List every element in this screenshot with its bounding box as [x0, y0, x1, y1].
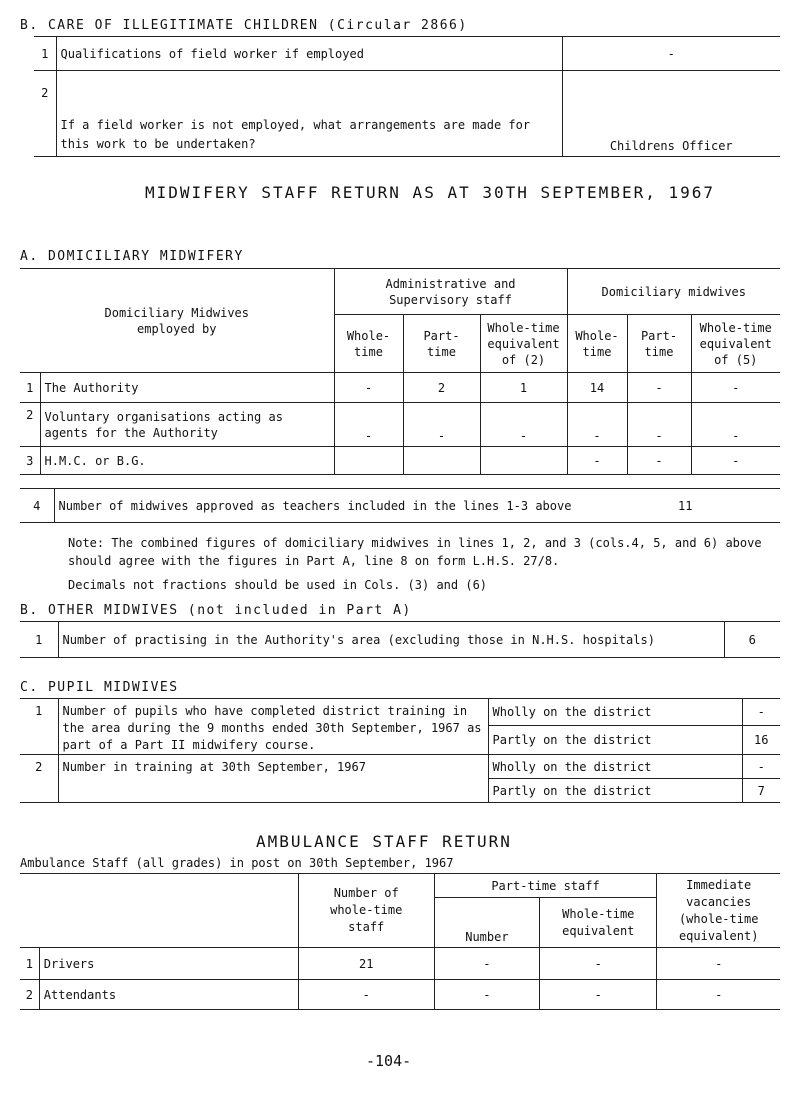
midwifery-title: MIDWIFERY STAFF RETURN AS AT 30TH SEPTEMBER, 1967 — [145, 183, 716, 202]
vacancies-cell: - — [657, 948, 780, 980]
dom-whole-cell: 14 — [567, 373, 627, 403]
other-midwives-title: B. OTHER MIDWIVES (not included in Part A) — [20, 603, 412, 618]
whole-time-cell: - — [298, 980, 434, 1010]
row-label: H.M.C. or B.G. — [40, 447, 334, 475]
table-row — [20, 373, 780, 403]
ambulance-subtitle: Ambulance Staff (all grades) in post on 30th September, 1967 — [20, 856, 454, 870]
care-illegitimate-table — [34, 36, 780, 157]
row-number: 3 — [20, 447, 40, 475]
vacancies-cell: - — [657, 980, 780, 1010]
row-number: 1 — [20, 699, 58, 755]
ambulance-title: AMBULANCE STAFF RETURN — [256, 832, 512, 851]
teachers-table — [20, 488, 780, 523]
row-label: Number of pupils who have completed district training in the area during the 9 months ended 30th September, 1967 as part of a Part II midwifery course. — [58, 699, 488, 755]
care-illegitimate-title: B. CARE OF ILLEGITIMATE CHILDREN (Circular 2866) — [20, 18, 468, 33]
part-equiv-header: Whole-time equivalent — [540, 898, 657, 948]
table-row — [20, 403, 780, 447]
row-number: 1 — [34, 37, 56, 71]
wholly-label: Wholly on the district — [488, 755, 742, 779]
pupil-midwives-title: C. PUPIL MIDWIVES — [20, 680, 179, 695]
domiciliary-midwives-header: Domiciliary midwives — [567, 269, 780, 315]
admin-whole-cell: - — [334, 403, 403, 447]
teachers-value: 11 — [674, 489, 780, 523]
row-number: 1 — [20, 622, 58, 658]
dom-part-cell: - — [627, 373, 691, 403]
admin-whole-time-header: Whole-time — [334, 315, 403, 373]
row-number: 4 — [20, 489, 54, 523]
row-number: 2 — [20, 980, 39, 1010]
admin-part-cell: 2 — [403, 373, 480, 403]
row-label: Attendants — [39, 980, 298, 1010]
partly-label: Partly on the district — [488, 725, 742, 754]
table-row — [20, 980, 780, 1010]
other-midwives-table — [20, 621, 780, 658]
wholly-label: Wholly on the district — [488, 699, 742, 726]
dom-equiv-header: Whole-time equivalent of (5) — [691, 315, 780, 373]
table-row — [34, 71, 780, 157]
admin-whole-cell — [334, 447, 403, 475]
row-number: 2 — [34, 71, 56, 157]
partly-label: Partly on the district — [488, 779, 742, 803]
pupil-midwives-table — [20, 698, 780, 803]
admin-part-time-header: Part-time — [403, 315, 480, 373]
admin-equiv-cell: 1 — [480, 373, 567, 403]
wholly-value: - — [742, 755, 780, 779]
part-number-cell: - — [434, 948, 540, 980]
employed-by-header: Domiciliary Midwives employed by — [20, 269, 334, 373]
row-number: 1 — [20, 948, 39, 980]
part-equiv-cell: - — [540, 948, 657, 980]
row-label: Number in training at 30th September, 1967 — [58, 755, 488, 803]
answer-cell: Childrens Officer — [562, 71, 780, 157]
admin-part-cell: - — [403, 403, 480, 447]
dom-part-cell: - — [627, 403, 691, 447]
row-number: 2 — [20, 403, 40, 447]
domiciliary-section-title: A. DOMICILIARY MIDWIFERY — [20, 249, 244, 264]
dom-whole-cell: - — [567, 403, 627, 447]
dom-whole-time-header: Whole-time — [567, 315, 627, 373]
wholly-value: - — [742, 699, 780, 726]
admin-staff-header: Administrative and Supervisory staff — [334, 269, 567, 315]
question-cell: Qualifications of field worker if employed — [56, 37, 562, 71]
dom-equiv-cell: - — [691, 447, 780, 475]
table-row — [20, 699, 780, 726]
row-number: 2 — [20, 755, 58, 803]
admin-equiv-header: Whole-time equivalent of (2) — [480, 315, 567, 373]
row-number: 1 — [20, 373, 40, 403]
table-row — [20, 622, 780, 658]
decimals-note: Decimals not fractions should be used in Cols. (3) and (6) — [68, 578, 488, 592]
answer-cell: - — [562, 37, 780, 71]
page-number: -104- — [366, 1052, 412, 1070]
table-row — [34, 37, 780, 71]
row-label: Number of midwives approved as teachers included in the lines 1-3 above — [54, 489, 674, 523]
row-label: Drivers — [39, 948, 298, 980]
admin-part-cell — [403, 447, 480, 475]
question-cell: If a field worker is not employed, what arrangements are made for this work to be undertaken? — [56, 71, 562, 157]
dom-whole-cell: - — [567, 447, 627, 475]
row-label: The Authority — [40, 373, 334, 403]
row-label: Voluntary organisations acting as agents for the Authority — [40, 403, 334, 447]
admin-equiv-cell — [480, 447, 567, 475]
part-number-header: Number — [434, 898, 540, 948]
part-time-staff-header: Part-time staff — [434, 874, 657, 898]
partly-value: 7 — [742, 779, 780, 803]
practising-value: 6 — [724, 622, 780, 658]
part-equiv-cell: - — [540, 980, 657, 1010]
whole-time-staff-header: Number of whole-time staff — [298, 874, 434, 948]
blank-header — [20, 874, 298, 948]
table-row — [20, 489, 780, 523]
vacancies-header: Immediate vacancies (whole-time equivalent) — [657, 874, 780, 948]
admin-equiv-cell: - — [480, 403, 567, 447]
combined-figures-note: Note: The combined figures of domiciliary midwives in lines 1, 2, and 3 (cols.4, 5, and 6) above should agree with the figures in Part A, line 8 on form L.H.S. 27/8. — [68, 536, 762, 568]
partly-value: 16 — [742, 725, 780, 754]
table-row — [20, 755, 780, 779]
ambulance-table — [20, 873, 780, 1010]
part-number-cell: - — [434, 980, 540, 1010]
whole-time-cell: 21 — [298, 948, 434, 980]
row-label: Number of practising in the Authority's area (excluding those in N.H.S. hospitals) — [58, 622, 724, 658]
dom-equiv-cell: - — [691, 403, 780, 447]
table-row — [20, 948, 780, 980]
dom-part-time-header: Part-time — [627, 315, 691, 373]
admin-whole-cell: - — [334, 373, 403, 403]
domiciliary-table — [20, 268, 780, 475]
dom-part-cell: - — [627, 447, 691, 475]
dom-equiv-cell: - — [691, 373, 780, 403]
table-row — [20, 447, 780, 475]
